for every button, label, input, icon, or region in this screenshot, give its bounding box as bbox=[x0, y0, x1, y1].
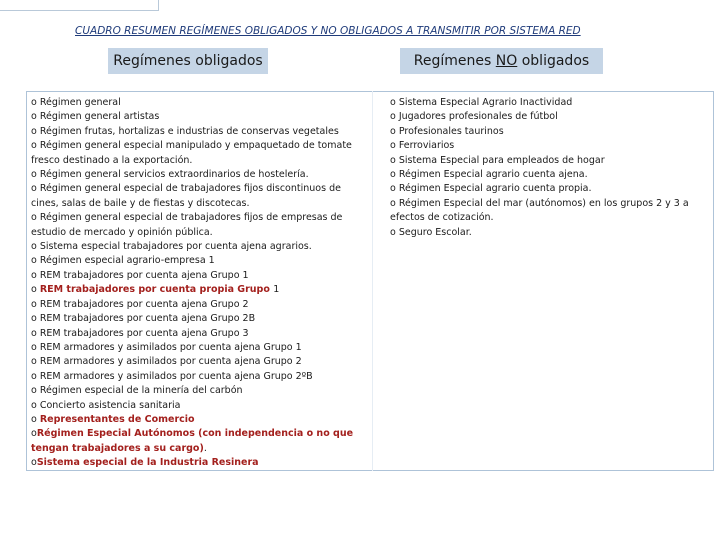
no-obligados-item: o Jugadores profesionales de fútbol bbox=[390, 111, 558, 123]
item-highlight: Régimen Especial Autónomos (con independencia o no que tengan trabajadores a su cargo) bbox=[31, 428, 354, 454]
header-no-obligados bbox=[400, 48, 603, 74]
header-obligados: Regímenes obligados bbox=[108, 48, 268, 74]
obligados-item: o REM trabajadores por cuenta ajena Grupo 2 bbox=[31, 298, 249, 310]
item-highlight: Representantes de Comercio bbox=[39, 413, 195, 425]
item-suffix: . bbox=[203, 442, 207, 454]
obligados-item: o REM armadores y asimilados por cuenta ajena Grupo 2 bbox=[31, 356, 302, 368]
obligados-item: o Régimen general especial de trabajadores fijos discontinuos de cines, salas de baile y de fiestas y discotecas. bbox=[31, 183, 341, 209]
obligados-item: o REM trabajadores por cuenta ajena Grupo 2B bbox=[31, 313, 256, 325]
no-obligados-item: o Profesionales taurinos bbox=[390, 125, 504, 137]
item-suffix: 1 bbox=[273, 284, 280, 296]
obligados-item: o REM trabajadores por cuenta ajena Grupo 3 bbox=[31, 327, 249, 339]
top-frame-line bbox=[0, 0, 159, 11]
no-obligados-item: o Régimen Especial agrario cuenta propia. bbox=[390, 183, 592, 195]
header-no-obligados-post: obligados bbox=[517, 53, 590, 69]
item-prefix: o bbox=[31, 413, 40, 425]
obligados-item bbox=[31, 427, 361, 456]
obligados-item: o REM armadores y asimilados por cuenta ajena Grupo 1 bbox=[31, 341, 302, 353]
page-title: CUADRO RESUMEN REGÍMENES OBLIGADOS Y NO OBLIGADOS A TRANSMITIR POR SISTEMA RED bbox=[75, 25, 581, 37]
item-highlight: REM trabajadores por cuenta propia Grupo bbox=[39, 284, 274, 296]
no-obligados-item: o Seguro Escolar. bbox=[390, 226, 472, 238]
no-obligados-list bbox=[390, 96, 708, 240]
no-obligados-item: o Régimen Especial del mar (autónomos) en los grupos 2 y 3 a efectos de cotización. bbox=[390, 197, 689, 224]
obligados-item: o Régimen general especial de trabajadores fijos de empresas de estudio de mercado y opinión pública. bbox=[31, 212, 343, 238]
no-obligados-item: o Régimen Especial agrario cuenta ajena. bbox=[390, 169, 588, 181]
obligados-item: o Régimen especial de la minería del carbón bbox=[31, 385, 243, 397]
obligados-item: o Régimen general servicios extraordinarios de hostelería. bbox=[31, 169, 309, 181]
item-prefix: o bbox=[31, 457, 37, 469]
obligados-item: o Régimen general artistas bbox=[31, 111, 160, 123]
no-obligados-item: o Sistema Especial Agrario Inactividad bbox=[390, 97, 573, 108]
panel-divider bbox=[372, 91, 373, 471]
no-obligados-item: o Ferroviarios bbox=[390, 140, 455, 152]
obligados-item: o Régimen general bbox=[31, 97, 121, 108]
obligados-item: o Régimen especial agrario-empresa 1 bbox=[31, 255, 215, 267]
header-no-obligados-pre: Regímenes bbox=[413, 53, 496, 69]
obligados-list bbox=[31, 96, 361, 471]
item-highlight: Sistema especial de la Industria Resinera bbox=[36, 457, 259, 469]
obligados-item: o REM armadores y asimilados por cuenta ajena Grupo 2ºB bbox=[31, 370, 313, 382]
obligados-item: o Régimen general especial manipulado y empaquetado de tomate fresco destinado a la exportación. bbox=[31, 140, 352, 166]
obligados-item bbox=[31, 456, 361, 470]
header-no-obligados-em: NO bbox=[495, 53, 518, 69]
obligados-item bbox=[31, 283, 361, 297]
obligados-item bbox=[31, 413, 361, 427]
item-prefix: o bbox=[31, 284, 40, 296]
item-prefix: o bbox=[31, 428, 37, 440]
obligados-item: o Sistema especial trabajadores por cuenta ajena agrarios. bbox=[31, 241, 312, 253]
no-obligados-item: o Sistema Especial para empleados de hogar bbox=[390, 154, 605, 166]
obligados-item: o Régimen frutas, hortalizas e industrias de conservas vegetales bbox=[31, 125, 339, 137]
obligados-item: o REM trabajadores por cuenta ajena Grupo 1 bbox=[31, 269, 249, 281]
obligados-item: o Concierto asistencia sanitaria bbox=[31, 399, 181, 411]
